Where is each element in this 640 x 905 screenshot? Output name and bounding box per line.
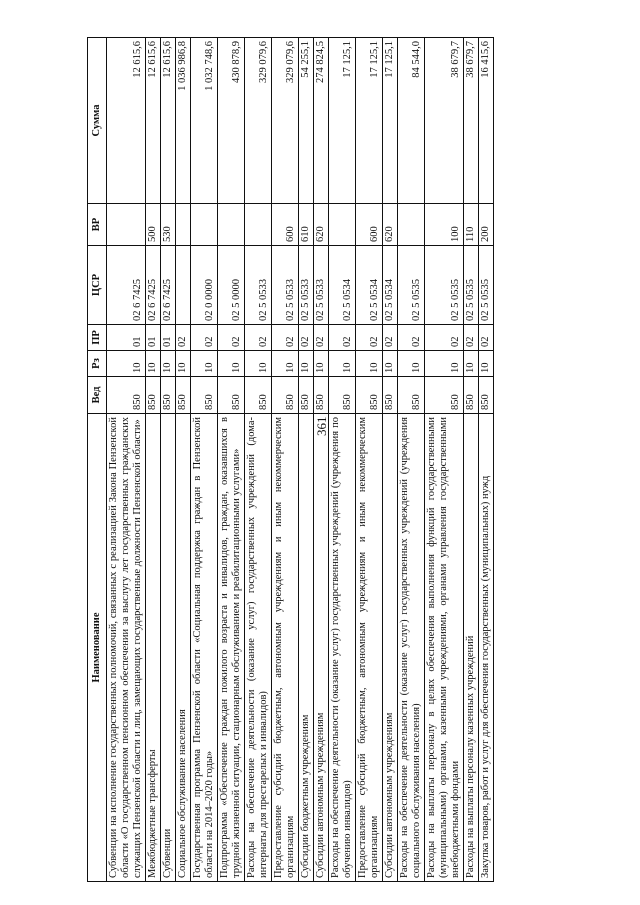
header-name: Наименование (88, 414, 107, 882)
cell-pr: 01 (161, 325, 176, 351)
cell-rz: 10 (146, 351, 161, 377)
cell-csr: 02 5 0534 (356, 246, 383, 325)
cell-ved: 850 (146, 377, 161, 414)
cell-name: Предоставление субсидий бюджетным, автономным учреждениям и иным некоммерческим организациям (356, 414, 383, 882)
cell-csr: 02 5 0533 (272, 246, 299, 325)
cell-vr (176, 204, 191, 246)
cell-ved: 850 (299, 377, 314, 414)
cell-name: Субсидии бюджетным учреждениям (299, 414, 314, 882)
rotated-table-container (87, 38, 552, 882)
cell-ved: 850 (314, 377, 329, 414)
cell-csr: 02 5 0533 (299, 246, 314, 325)
cell-name: Расходы на выплаты персоналу казенных учреждений (464, 414, 479, 882)
header-sum: Сумма (88, 38, 107, 204)
table-row (146, 38, 161, 882)
cell-vr: 610 (299, 204, 314, 246)
cell-ved: 850 (329, 377, 356, 414)
cell-ved: 850 (479, 377, 494, 414)
table-row (314, 38, 329, 882)
cell-csr: 02 6 7425 (146, 246, 161, 325)
cell-rz: 10 (329, 351, 356, 377)
cell-rz: 10 (314, 351, 329, 377)
cell-csr: 02 6 7425 (107, 246, 146, 325)
cell-vr: 620 (314, 204, 329, 246)
budget-table (87, 37, 494, 882)
cell-ved: 850 (425, 377, 464, 414)
table-row (272, 38, 299, 882)
cell-sum: 12 615,6 (161, 38, 176, 204)
cell-sum: 329 079,6 (245, 38, 272, 204)
table-row (245, 38, 272, 882)
cell-ved: 850 (107, 377, 146, 414)
cell-sum: 17 125,1 (329, 38, 356, 204)
cell-pr: 02 (398, 325, 425, 351)
cell-name: Субвенции (161, 414, 176, 882)
cell-rz: 10 (464, 351, 479, 377)
page-number: 361 (314, 416, 329, 436)
cell-rz: 10 (245, 351, 272, 377)
cell-ved: 850 (176, 377, 191, 414)
cell-sum: 17 125,1 (356, 38, 383, 204)
cell-sum: 12 615,6 (146, 38, 161, 204)
cell-pr: 02 (356, 325, 383, 351)
cell-ved: 850 (398, 377, 425, 414)
cell-sum: 38 679,7 (425, 38, 464, 204)
cell-ved: 850 (245, 377, 272, 414)
cell-vr (218, 204, 245, 246)
cell-rz: 10 (107, 351, 146, 377)
cell-name: Субсидии автономным учреждениям (383, 414, 398, 882)
cell-ved: 850 (191, 377, 218, 414)
cell-csr: 02 5 0535 (425, 246, 464, 325)
cell-rz: 10 (218, 351, 245, 377)
cell-csr: 02 5 0000 (218, 246, 245, 325)
table-row (218, 38, 245, 882)
cell-name: Субсидии автономным учреждениям (314, 414, 329, 882)
cell-name: Предоставление субсидий бюджетным, автономным учреждениям и иным некоммерческим организациям (272, 414, 299, 882)
table-row (161, 38, 176, 882)
cell-vr: 100 (425, 204, 464, 246)
table-header-row (88, 38, 107, 882)
cell-name: Расходы на обеспечение деятельности (оказание услуг) государственных учреждений (учреждения по обучению инвалидов) (329, 414, 356, 882)
cell-vr: 500 (146, 204, 161, 246)
cell-sum: 17 125,1 (383, 38, 398, 204)
cell-rz: 10 (383, 351, 398, 377)
cell-name: Подпрограмма «Обеспечение граждан пожилого возраста и инвалидов, граждан, оказавшихся в трудной жизненной ситуации, стационарным обслуживанием и реабилитационными услугами» (218, 414, 245, 882)
cell-sum: 274 824,5 (314, 38, 329, 204)
cell-csr: 02 5 0535 (464, 246, 479, 325)
cell-csr: 02 5 0535 (479, 246, 494, 325)
header-ved: Вед (88, 377, 107, 414)
cell-pr: 02 (464, 325, 479, 351)
table-row (191, 38, 218, 882)
cell-name: Субвенции на исполнение государственных полномочий, связанных с реализацией Закона Пензенской области «О государственном пенсионном обеспечении за выслугу лет государственных гражданских служащих Пензенской области и лиц, замещающих государственные должности Пензенской области» (107, 414, 146, 882)
cell-rz: 10 (398, 351, 425, 377)
cell-sum: 430 878,9 (218, 38, 245, 204)
cell-rz: 10 (191, 351, 218, 377)
table-row (479, 38, 494, 882)
cell-csr: 02 5 0534 (329, 246, 356, 325)
cell-rz: 10 (299, 351, 314, 377)
cell-csr: 02 5 0534 (383, 246, 398, 325)
cell-ved: 850 (272, 377, 299, 414)
cell-name: Расходы на обеспечение деятельности (оказание услуг) государственных учреждений (дома-интернаты для престарелых и инвалидов) (245, 414, 272, 882)
cell-pr: 02 (479, 325, 494, 351)
cell-pr: 02 (272, 325, 299, 351)
cell-sum: 1 036 986,8 (176, 38, 191, 204)
cell-pr: 02 (299, 325, 314, 351)
cell-csr: 02 5 0533 (245, 246, 272, 325)
cell-csr (176, 246, 191, 325)
cell-vr (329, 204, 356, 246)
cell-rz: 10 (425, 351, 464, 377)
cell-ved: 850 (161, 377, 176, 414)
table-row (329, 38, 356, 882)
cell-sum: 54 255,1 (299, 38, 314, 204)
cell-pr: 02 (176, 325, 191, 351)
header-vr: ВР (88, 204, 107, 246)
cell-name: Закупка товаров, работ и услуг для обеспечения государственных (муниципальных) нужд (479, 414, 494, 882)
table-row (383, 38, 398, 882)
table-body (107, 38, 494, 882)
cell-csr: 02 5 0535 (398, 246, 425, 325)
table-row (299, 38, 314, 882)
cell-csr: 02 5 0533 (314, 246, 329, 325)
cell-pr: 02 (245, 325, 272, 351)
cell-name: Межбюджетные трансферты (146, 414, 161, 882)
cell-pr: 02 (218, 325, 245, 351)
cell-rz: 10 (176, 351, 191, 377)
header-rz: Рз (88, 351, 107, 377)
cell-ved: 850 (383, 377, 398, 414)
cell-name: Социальное обслуживание населения (176, 414, 191, 882)
cell-rz: 10 (356, 351, 383, 377)
cell-name: Расходы на обеспечение деятельности (оказание услуг) государственных учреждений (учреждения социального обслуживания населения) (398, 414, 425, 882)
cell-vr (245, 204, 272, 246)
cell-pr: 02 (191, 325, 218, 351)
cell-vr (107, 204, 146, 246)
header-csr: ЦСР (88, 246, 107, 325)
cell-name: Государственная программа Пензенской области «Социальная поддержка граждан в Пензенской области на 2014–2020 годы» (191, 414, 218, 882)
cell-sum: 38 679,7 (464, 38, 479, 204)
cell-sum: 12 615,6 (107, 38, 146, 204)
cell-rz: 10 (479, 351, 494, 377)
table-row (464, 38, 479, 882)
cell-vr: 530 (161, 204, 176, 246)
cell-ved: 850 (356, 377, 383, 414)
cell-pr: 02 (314, 325, 329, 351)
header-pr: ПР (88, 325, 107, 351)
cell-vr (191, 204, 218, 246)
cell-sum: 84 544,0 (398, 38, 425, 204)
table-row (356, 38, 383, 882)
cell-rz: 10 (161, 351, 176, 377)
cell-name: Расходы на выплаты персоналу в целях обеспечения выполнения функций государственными (муниципальными) органами, казенными учреждениями, органами управления государственными внебюджетными фондами (425, 414, 464, 882)
table-row (398, 38, 425, 882)
cell-pr: 01 (146, 325, 161, 351)
cell-pr: 02 (425, 325, 464, 351)
cell-vr: 620 (383, 204, 398, 246)
table-row (107, 38, 146, 882)
cell-sum: 329 079,6 (272, 38, 299, 204)
cell-sum: 1 032 748,6 (191, 38, 218, 204)
cell-ved: 850 (218, 377, 245, 414)
cell-vr: 110 (464, 204, 479, 246)
cell-vr (398, 204, 425, 246)
cell-pr: 02 (329, 325, 356, 351)
cell-csr: 02 6 7425 (161, 246, 176, 325)
cell-pr: 01 (107, 325, 146, 351)
cell-ved: 850 (464, 377, 479, 414)
table-row (176, 38, 191, 882)
cell-vr: 200 (479, 204, 494, 246)
table-row (425, 38, 464, 882)
cell-vr: 600 (272, 204, 299, 246)
cell-vr: 600 (356, 204, 383, 246)
cell-rz: 10 (272, 351, 299, 377)
cell-csr: 02 0 0000 (191, 246, 218, 325)
cell-sum: 16 415,6 (479, 38, 494, 204)
cell-pr: 02 (383, 325, 398, 351)
